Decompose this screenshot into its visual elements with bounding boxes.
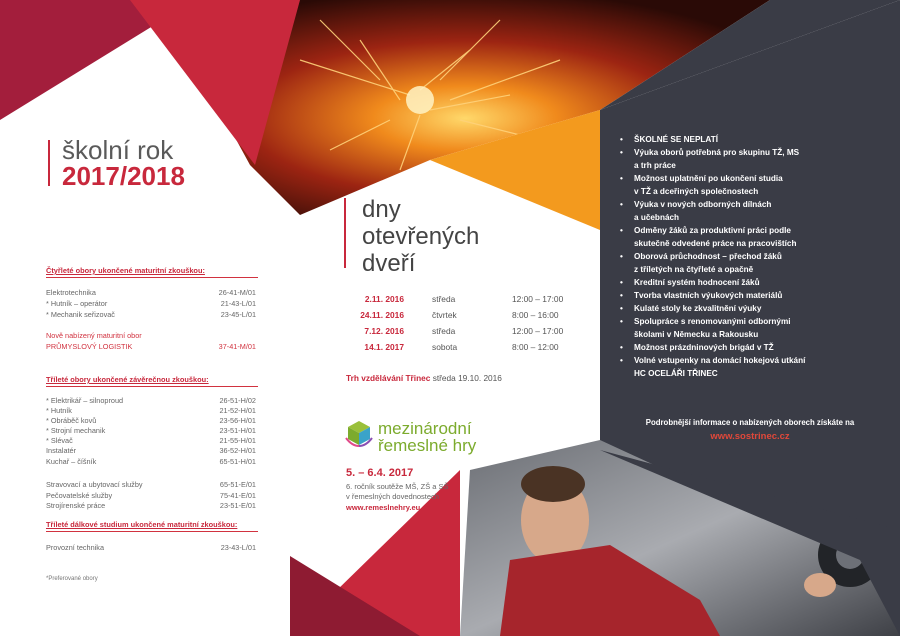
program-row: Pečovatelské služby 75-41-E/01 [46,491,256,500]
new-program-label: Nově nabízený maturitní obor [46,331,142,340]
benefit-item: • Tvorba vlastních výukových materiálů [620,289,860,302]
benefit-item: • Volné vstupenky na domácí hokejová utkání HC OCELÁŘI TŘINEC [620,354,860,380]
program-row: Stravovací a ubytovací služby 65-51-E/01 [46,480,256,489]
benefit-item: • ŠKOLNÉ SE NEPLATÍ [620,133,860,146]
cube-hands-icon [344,418,374,448]
more-info-text: Podrobnější informace o nabízených oborech získáte na [645,418,855,427]
new-program-row: PRŮMYSLOVÝ LOGISTIK 37-41-M/01 [46,342,256,351]
benefit-item: • Oborová průchodnost – přechod žáků z tříletých na čtyřleté a opačně [620,250,860,276]
benefit-item: • Odměny žáků za produktivní práci podle skutečně odvedené práce na pracovištích [620,224,860,250]
three-year-programs-title: Tříleté obory ukončené závěrečnou zkouškou: [46,375,209,384]
section-divider [46,531,258,532]
program-row: Elektrotechnika 26-41-M/01 [46,288,256,297]
program-row: Kuchař – číšník 65-51-H/01 [46,457,256,466]
section-divider [46,386,258,387]
year-accent-bar [48,140,50,186]
program-row: * Hutník – operátor 21-43-L/01 [46,299,256,308]
school-website-link[interactable]: www.sostrinec.cz [710,431,790,442]
crafts-games-line2: v řemeslných dovednostech [346,492,439,501]
benefit-item: • Kulaté stoly ke zkvalitnění výuky [620,302,860,315]
open-days-title: dny otevřených dveří [362,196,480,277]
program-row: * Hutník 21-52-H/01 [46,406,256,415]
benefits-list [620,133,860,380]
crafts-games-logo-line1: mezinárodní [378,419,472,438]
education-fair-date: středa 19.10. 2016 [432,373,502,383]
preferred-programs-note: *Preferované obory [46,576,98,582]
program-row: * Obráběč kovů 23-56-H/01 [46,416,256,425]
open-days-accent-bar [344,198,346,268]
program-row: Provozní technika 23-43-L/01 [46,543,256,552]
open-day-row: 7.12. 2016 středa 12:00 – 17:00 [364,326,564,336]
school-year-label: školní rok [62,135,174,165]
program-row: Strojírenské práce 23-51-E/01 [46,501,256,510]
four-year-programs-title: Čtyřleté obory ukončené maturitní zkouškou: [46,266,205,275]
benefit-item: • Možnost prázdninových brigád v TŽ [620,341,860,354]
benefit-item: • Možnost uplatnění po ukončení studia v TŽ a dceřiných společnostech [620,172,860,198]
crafts-games-link[interactable]: www.remeslnehry.eu [346,503,421,512]
education-fair [346,373,502,383]
program-row: * Strojní mechanik 23-51-H/01 [46,426,256,435]
crafts-games-dates: 5. – 6.4. 2017 [346,467,414,479]
crafts-games-line1: 6. ročník soutěže MŠ, ZŠ a SŠ [346,482,449,491]
open-day-row: 2.11. 2016 středa 12:00 – 17:00 [364,294,564,304]
benefit-item: • Spolupráce s renomovanými odbornými školami v Německu a Rakousku [620,315,860,341]
program-row: * Slévač 21-55-H/01 [46,436,256,445]
crafts-games-logo-line2: řemeslné hry [378,436,477,455]
distance-programs-title: Tříleté dálkové studium ukončené maturitní zkouškou: [46,520,238,529]
benefit-item: • Kreditní systém hodnocení žáků [620,276,860,289]
section-divider [46,277,258,278]
benefit-item: • Výuka v nových odborných dílnách a učebnách [620,198,860,224]
school-year-value: 2017/2018 [62,161,185,191]
open-day-row: 14.1. 2017 sobota 8:00 – 12:00 [364,342,559,352]
program-row: Instalatér 36-52-H/01 [46,446,256,455]
benefit-item: • Výuka oborů potřebná pro skupinu TŽ, MS a trh práce [620,146,860,172]
education-fair-name: Trh vzdělávání Třinec [346,373,431,383]
open-day-row: 24.11. 2016 čtvrtek 8:00 – 16:00 [360,310,559,320]
program-row: * Elektrikář – silnoproud 26-51-H/02 [46,396,256,405]
program-row: * Mechanik seřizovač 23-45-L/01 [46,310,256,319]
